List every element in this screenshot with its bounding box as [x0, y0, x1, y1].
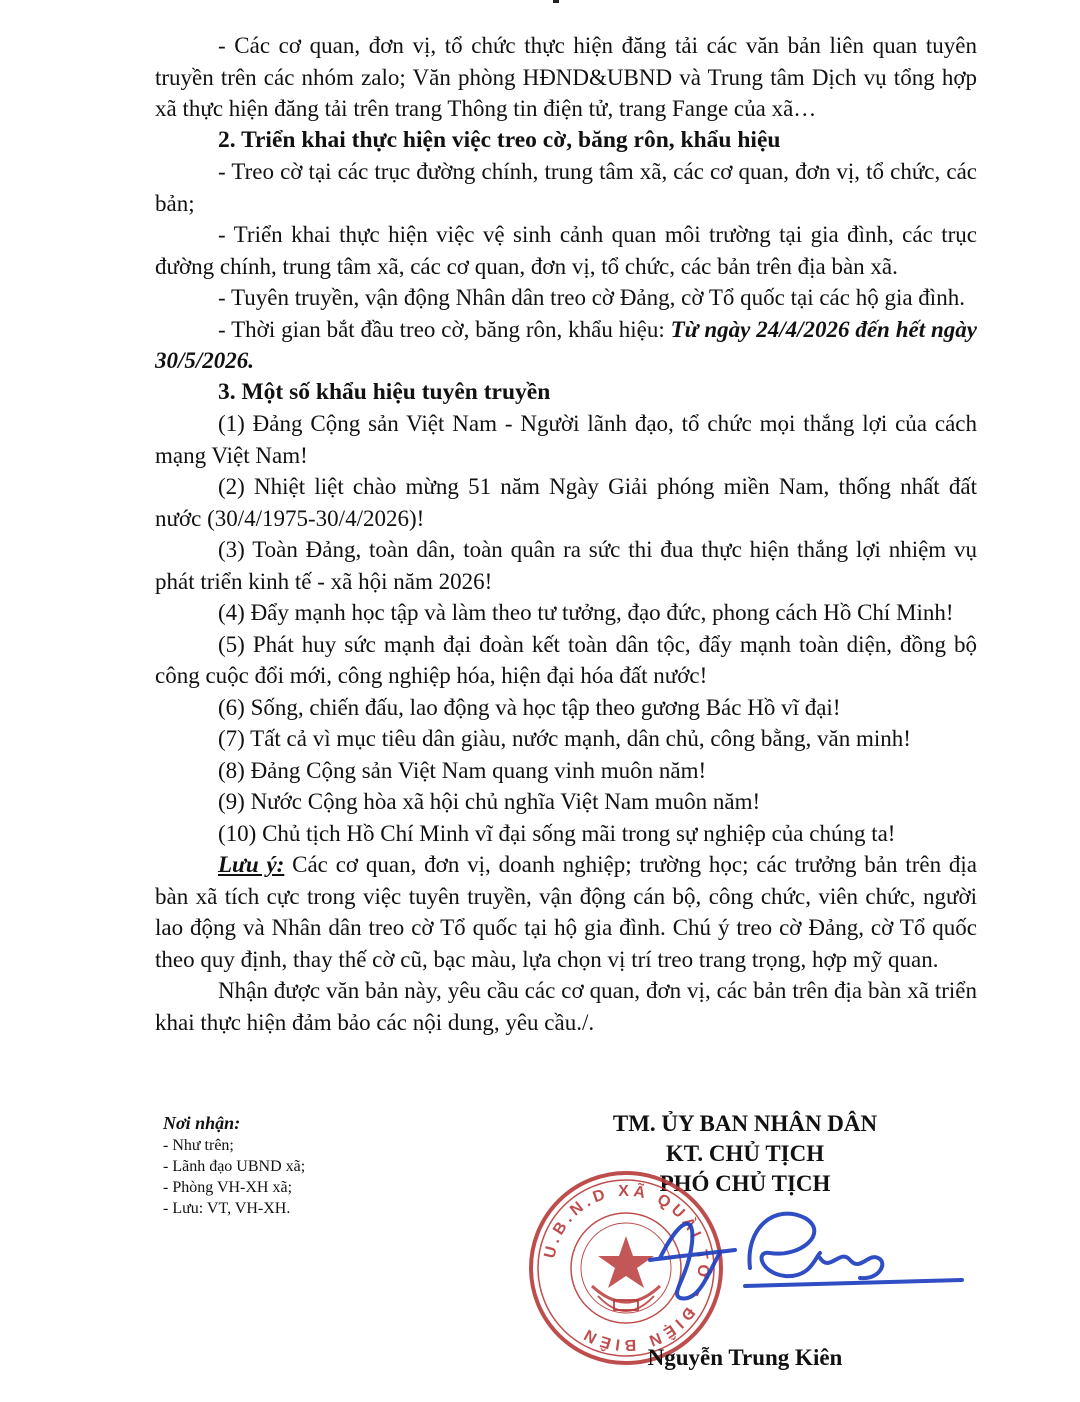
paragraph-flag-locations: - Treo cờ tại các trục đường chính, trung tâm xã, các cơ quan, đơn vị, tổ chức, các bản;: [155, 159, 977, 216]
paragraph-time: [155, 314, 977, 377]
list-item: - Như trên;: [163, 1137, 234, 1154]
time-range: Từ ngày 24/4/2026 đến hết ngày 30/5/2026.: [155, 316, 977, 373]
recipients-block: [163, 1111, 463, 1219]
document-body: [155, 30, 977, 1038]
signature-title-line3: PHÓ CHỦ TỊCH: [659, 1171, 831, 1196]
page-number-mark: [553, 0, 559, 3]
note-text: Các cơ quan, đơn vị, doanh nghiệp; trường học; các trưởng bản trên địa bàn xã tích cực trong việc tuyên truyền, vận động cán bộ, công chức, viên chức, người lao động và Nhân dân treo cờ Tổ quốc tại hộ gia đình. Chú ý treo cờ Đảng, cờ Tổ quốc theo quy định, thay thế cờ cũ, bạc màu, lựa chọn vị trí treo trang trọng, hợp mỹ quan.: [155, 852, 977, 972]
list-item: - Phòng VH-XH xã;: [163, 1179, 293, 1196]
signature-title-line2: KT. CHỦ TỊCH: [665, 1141, 825, 1166]
seal-text: U.B.N.D XÃ QUÀI TỞ - ĐIỆN BIÊN: [541, 1182, 712, 1354]
paragraph-posting: - Các cơ quan, đơn vị, tổ chức thực hiện đăng tải các văn bản liên quan tuyên truyền trên các nhóm zalo; Văn phòng HĐND&UBND và Trung tâm Dịch vụ tổng hợp xã thực hiện đăng tải trên trang Thông tin điện tử, trang Fange của xã…: [155, 33, 977, 121]
recipients-title: Nơi nhận:: [163, 1113, 241, 1133]
list-item: - Lưu: VT, VH-XH.: [163, 1200, 291, 1217]
slogan-8: (8) Đảng Cộng sản Việt Nam quang vinh muôn năm!: [218, 757, 707, 783]
slogan-5: (5) Phát huy sức mạnh đại đoàn kết toàn dân tộc, đẩy mạnh toàn diện, đồng bộ công cuộc đổi mới, công nghiệp hóa, hiện đại hóa đất nước!: [155, 631, 977, 688]
handwritten-signature: [640, 1198, 970, 1308]
slogan-9: (9) Nước Cộng hòa xã hội chủ nghĩa Việt Nam muôn năm!: [218, 789, 761, 814]
section-heading-3: 3. Một số khẩu hiệu tuyên truyền: [218, 378, 551, 405]
paragraph-cleaning: - Triển khai thực hiện việc vệ sinh cảnh quan môi trường tại gia đình, các trục đường chính, trung tâm xã, các cơ quan, đơn vị, tổ chức, các bản trên địa bàn xã.: [155, 222, 977, 279]
slogan-3: (3) Toàn Đảng, toàn dân, toàn quân ra sức thi đua thực hiện thắng lợi nhiệm vụ phát triển kinh tế - xã hội năm 2026!: [155, 537, 977, 594]
slogan-1: (1) Đảng Cộng sản Việt Nam - Người lãnh đạo, tổ chức mọi thắng lợi của cách mạng Việt Nam!: [155, 411, 977, 468]
paragraph-mobilize: - Tuyên truyền, vận động Nhân dân treo cờ Đảng, cờ Tổ quốc tại các hộ gia đình.: [218, 285, 965, 310]
signer-name: Nguyễn Trung Kiên: [647, 1345, 843, 1370]
slogan-4: (4) Đẩy mạnh học tập và làm theo tư tưởng, đạo đức, phong cách Hồ Chí Minh!: [218, 600, 954, 625]
section-heading-2: 2. Triển khai thực hiện việc treo cờ, băng rôn, khẩu hiệu: [218, 126, 781, 153]
slogan-10: (10) Chủ tịch Hồ Chí Minh vĩ đại sống mãi trong sự nghiệp của chúng ta!: [218, 820, 896, 846]
slogan-2: (2) Nhiệt liệt chào mừng 51 năm Ngày Giải phóng miền Nam, thống nhất đất nước (30/4/1975-30/4/2026)!: [155, 474, 977, 531]
slogan-6: (6) Sống, chiến đấu, lao động và học tập theo gương Bác Hồ vĩ đại!: [218, 694, 841, 720]
time-prefix: - Thời gian bắt đầu treo cờ, băng rôn, khẩu hiệu:: [218, 316, 671, 342]
slogan-7: (7) Tất cả vì mục tiêu dân giàu, nước mạnh, dân chủ, công bằng, văn minh!: [218, 726, 911, 751]
note-label: Lưu ý:: [218, 852, 285, 877]
paragraph-note: [155, 849, 977, 975]
paragraph-closing: Nhận được văn bản này, yêu cầu các cơ quan, đơn vị, các bản trên địa bàn xã triển khai thực hiện đảm bảo các nội dung, yêu cầu./.: [155, 978, 977, 1035]
list-item: - Lãnh đạo UBND xã;: [163, 1158, 306, 1175]
recipients-list: [163, 1135, 463, 1219]
signature-title-line1: TM. ỦY BAN NHÂN DÂN: [612, 1111, 878, 1136]
